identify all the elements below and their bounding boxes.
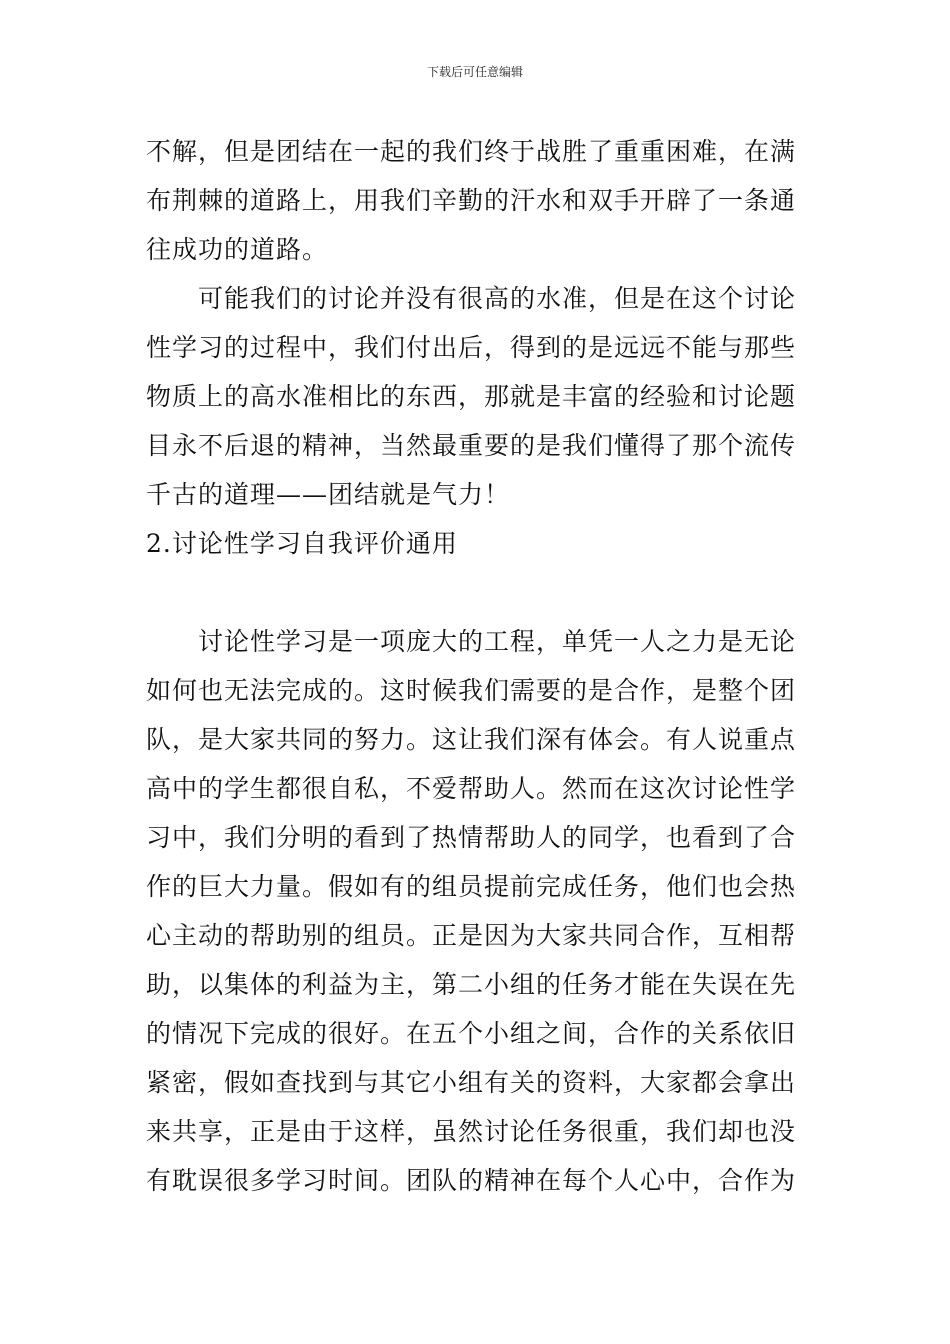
paragraph-2-line-2: 性学习的过程中，我们付出后，得到的是远远不能与那些 (146, 333, 797, 362)
paragraph-3-line-7: 心主动的帮助别的组员。正是因为大家共同合作，互相帮 (146, 921, 797, 950)
blank-line (146, 568, 808, 617)
paragraph-3-line-9: 的情况下完成的很好。在五个小组之间，合作的关系依旧 (146, 1019, 797, 1048)
section-heading: 2.讨论性学习自我评价通用 (146, 529, 458, 558)
paragraph-3-line-3: 队，是大家共同的努力。这让我们深有体会。有人说重点 (146, 725, 797, 754)
paragraph-3-line-8: 助，以集体的利益为主，第二小组的任务才能在失误在先 (146, 970, 797, 999)
paragraph-2-line-3: 物质上的高水准相比的东西，那就是丰富的经验和讨论题 (146, 382, 797, 411)
paragraph-2-line-5: 千古的道理——团结就是气力！ (146, 480, 511, 509)
paragraph-2-line-1: 可能我们的讨论并没有很高的水准，但是在这个讨论 (198, 284, 797, 313)
paragraph-3-line-12: 有耽误很多学习时间。团队的精神在每个人心中，合作为 (146, 1166, 797, 1195)
paragraph-3-line-6: 作的巨大力量。假如有的组员提前完成任务，他们也会热 (146, 872, 797, 901)
paragraph-3-line-4: 高中的学生都很自私，不爱帮助人。然而在这次讨论性学 (146, 774, 797, 803)
document-body (146, 127, 808, 1205)
paragraph-1-line-1: 不解，但是团结在一起的我们终于战胜了重重困难，在满 (146, 137, 797, 166)
paragraph-1-line-3: 往成功的道路。 (146, 235, 329, 264)
paragraph-3-line-2: 如何也无法完成的。这时候我们需要的是合作，是整个团 (146, 676, 797, 705)
paragraph-1-line-2: 布荆棘的道路上，用我们辛勤的汗水和双手开辟了一条通 (146, 186, 797, 215)
paragraph-2-line-4: 目永不后退的精神，当然最重要的是我们懂得了那个流传 (146, 431, 797, 460)
paragraph-3-line-1: 讨论性学习是一项庞大的工程，单凭一人之力是无论 (198, 627, 797, 656)
paragraph-3-line-10: 紧密，假如查找到与其它小组有关的资料，大家都会拿出 (146, 1068, 797, 1097)
paragraph-3-line-5: 习中，我们分明的看到了热情帮助人的同学，也看到了合 (146, 823, 797, 852)
page-header: 下载后可任意编辑 (426, 65, 523, 79)
paragraph-3-line-11: 来共享，正是由于这样，虽然讨论任务很重，我们却也没 (146, 1117, 797, 1146)
